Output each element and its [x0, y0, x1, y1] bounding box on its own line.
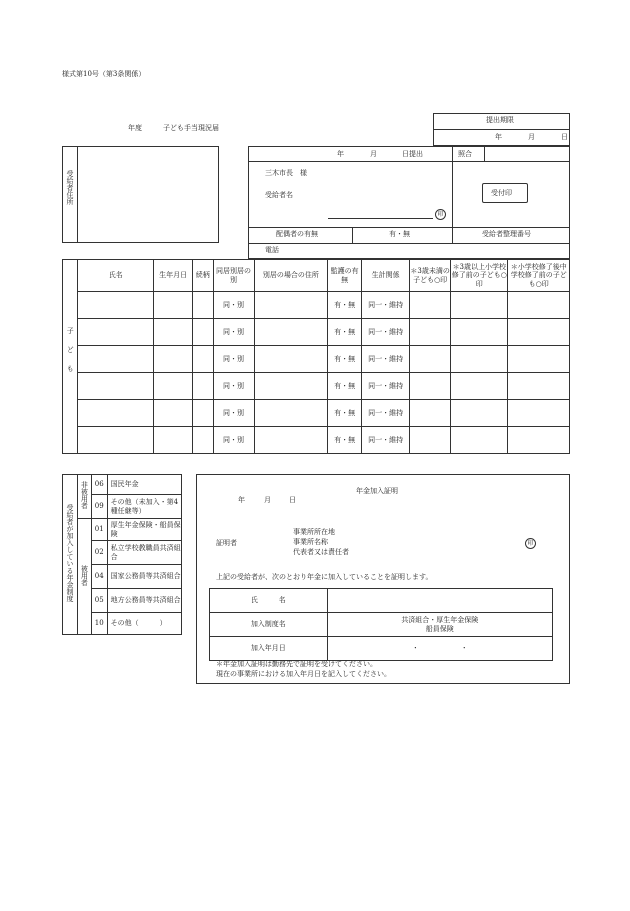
- child-after-elem-cell[interactable]: [508, 319, 570, 346]
- child-after-elem-cell[interactable]: [508, 346, 570, 373]
- child-over3-cell[interactable]: [451, 400, 508, 427]
- child-under3-cell[interactable]: [410, 346, 451, 373]
- child-birth-cell[interactable]: [154, 292, 193, 319]
- seal-icon: 印: [525, 538, 536, 549]
- child-relation-cell[interactable]: [193, 292, 213, 319]
- child-under3-cell[interactable]: [410, 319, 451, 346]
- representative-label: 代表者又は責任者: [293, 548, 349, 556]
- pension-name: 国家公務員等共済組合: [107, 565, 181, 589]
- table-row: [63, 427, 570, 454]
- child-livelihood-cell[interactable]: 同一・維持: [362, 427, 410, 454]
- pension-code[interactable]: 04: [91, 565, 107, 589]
- office-name-label: 事業所名称: [293, 538, 328, 546]
- child-relation-cell[interactable]: [193, 427, 213, 454]
- pension-code[interactable]: 01: [91, 519, 107, 541]
- child-over3-cell[interactable]: [451, 373, 508, 400]
- certificate-statement: 上記の受給者が、次のとおり年金に加入していることを証明します。: [216, 573, 433, 581]
- child-under3-cell[interactable]: [410, 400, 451, 427]
- child-birth-cell[interactable]: [154, 373, 193, 400]
- child-living-cell[interactable]: 同・別: [213, 292, 254, 319]
- pension-code[interactable]: 10: [91, 613, 107, 635]
- pension-code[interactable]: 02: [91, 541, 107, 565]
- child-living-cell[interactable]: 同・別: [213, 427, 254, 454]
- child-over3-cell[interactable]: [451, 292, 508, 319]
- child-after-elem-cell[interactable]: [508, 373, 570, 400]
- child-name-cell[interactable]: [78, 427, 154, 454]
- addressee: 三木市長 様: [265, 169, 307, 177]
- child-under3-cell[interactable]: [410, 373, 451, 400]
- cert-system-label: 加入制度名: [210, 613, 328, 637]
- verification-label: 照合: [458, 150, 472, 158]
- child-birth-cell[interactable]: [154, 427, 193, 454]
- submit-month: 月: [370, 150, 377, 158]
- pension-name: その他（未加入・第4種任継等）: [107, 495, 181, 519]
- child-custody-cell[interactable]: 有・無: [328, 373, 362, 400]
- col-living: 同居別居の別: [213, 260, 254, 292]
- pension-code[interactable]: 05: [91, 589, 107, 613]
- child-under3-cell[interactable]: [410, 427, 451, 454]
- child-relation-cell[interactable]: [193, 400, 213, 427]
- col-under3: ＊3歳未満の子ども○印: [410, 260, 451, 292]
- recipient-number-label: 受給者整理番号: [482, 230, 531, 238]
- deadline-month: 月: [528, 133, 535, 141]
- col-livelihood: 生計関係: [362, 260, 410, 292]
- child-after-elem-cell[interactable]: [508, 427, 570, 454]
- cert-day: 日: [289, 496, 296, 504]
- office-address-label: 事業所所在地: [293, 528, 335, 536]
- recipient-address-label: 受給者住所: [66, 170, 74, 205]
- form-title: 子ども手当現況届: [163, 124, 219, 132]
- deadline-day: 日: [561, 133, 568, 141]
- child-custody-cell[interactable]: 有・無: [328, 400, 362, 427]
- child-address-cell[interactable]: [254, 319, 328, 346]
- child-name-cell[interactable]: [78, 292, 154, 319]
- child-address-cell[interactable]: [254, 400, 328, 427]
- pension-code[interactable]: 09: [91, 495, 107, 519]
- child-over3-cell[interactable]: [451, 319, 508, 346]
- cert-system-value-2: 船員保険: [425, 624, 454, 633]
- child-name-cell[interactable]: [78, 319, 154, 346]
- child-custody-cell[interactable]: 有・無: [328, 319, 362, 346]
- child-birth-cell[interactable]: [154, 346, 193, 373]
- child-relation-cell[interactable]: [193, 373, 213, 400]
- recipient-address-box[interactable]: [62, 146, 219, 243]
- pension-table: [62, 474, 182, 635]
- cert-year: 年: [238, 496, 245, 504]
- child-birth-cell[interactable]: [154, 319, 193, 346]
- cert-name-label: 氏 名: [210, 589, 328, 613]
- col-name: 氏名: [78, 260, 154, 292]
- child-address-cell[interactable]: [254, 373, 328, 400]
- received-stamp-label: 受付印: [491, 189, 512, 197]
- col-separate-address: 別居の場合の住所: [254, 260, 328, 292]
- child-address-cell[interactable]: [254, 427, 328, 454]
- spouse-value[interactable]: 有・無: [389, 230, 410, 238]
- pension-name: 厚生年金保険・船員保険: [107, 519, 181, 541]
- pension-name: 地方公務員等共済組合: [107, 589, 181, 613]
- child-address-cell[interactable]: [254, 346, 328, 373]
- child-custody-cell[interactable]: 有・無: [328, 292, 362, 319]
- non-insured-label: 非被用者: [77, 475, 91, 519]
- pension-side-label: 受給者が加入している年金制度: [63, 475, 78, 635]
- child-under3-cell[interactable]: [410, 292, 451, 319]
- child-relation-cell[interactable]: [193, 346, 213, 373]
- cert-system-field[interactable]: [327, 613, 552, 637]
- pension-code[interactable]: 06: [91, 475, 107, 495]
- pension-name: 国民年金: [107, 475, 181, 495]
- certifier-label: 証明者: [216, 539, 237, 547]
- child-after-elem-cell[interactable]: [508, 400, 570, 427]
- children-side-label: 子ども: [63, 260, 78, 454]
- col-birth: 生年月日: [154, 260, 193, 292]
- recipient-name-label: 受給者名: [265, 191, 293, 199]
- table-row: [63, 346, 570, 373]
- child-livelihood-cell[interactable]: 同一・維持: [362, 292, 410, 319]
- col-over3: ＊3歳以上小学校修了前の子ども○印: [451, 260, 508, 292]
- submit-year: 年: [337, 150, 344, 158]
- child-over3-cell[interactable]: [451, 427, 508, 454]
- certificate-table: [209, 588, 553, 661]
- certificate-note-1: ＊年金加入証明は勤務先で証明を受けてください。: [216, 660, 377, 668]
- cert-month: 月: [264, 496, 271, 504]
- child-livelihood-cell[interactable]: 同一・維持: [362, 373, 410, 400]
- cert-system-value-1: 共済組合・厚生年金保険: [401, 616, 479, 625]
- form-id: 様式第10号（第3条関係）: [62, 70, 146, 78]
- table-row: [63, 292, 570, 319]
- table-row: [63, 319, 570, 346]
- child-over3-cell[interactable]: [451, 346, 508, 373]
- deadline-year: 年: [495, 133, 502, 141]
- insured-label: 被用者: [77, 519, 91, 635]
- child-relation-cell[interactable]: [193, 319, 213, 346]
- cert-date-field[interactable]: ・ ・: [327, 637, 552, 661]
- cert-date-label: 加入年月日: [210, 637, 328, 661]
- child-address-cell[interactable]: [254, 292, 328, 319]
- col-after-elementary: ＊小学校修了後中学校修了前の子ども○印: [508, 260, 570, 292]
- child-living-cell[interactable]: 同・別: [213, 346, 254, 373]
- child-name-cell[interactable]: [78, 400, 154, 427]
- child-living-cell[interactable]: 同・別: [213, 373, 254, 400]
- col-relation: 続柄: [193, 260, 213, 292]
- pension-name: その他（ ）: [107, 613, 181, 635]
- certificate-title: 年金加入証明: [356, 487, 398, 495]
- col-custody: 監護の有無: [328, 260, 362, 292]
- phone-label: 電話: [265, 246, 279, 254]
- child-living-cell[interactable]: 同・別: [213, 400, 254, 427]
- children-table: [62, 259, 570, 454]
- table-row: [63, 373, 570, 400]
- child-birth-cell[interactable]: [154, 400, 193, 427]
- title-year-label: 年度: [128, 124, 142, 132]
- pension-name: 私立学校教職員共済組合: [107, 541, 181, 565]
- table-row: [63, 400, 570, 427]
- submit-day: 日提出: [402, 150, 423, 158]
- child-name-cell[interactable]: [78, 346, 154, 373]
- seal-icon: 印: [435, 209, 446, 220]
- child-custody-cell[interactable]: 有・無: [328, 427, 362, 454]
- child-livelihood-cell[interactable]: 同一・維持: [362, 319, 410, 346]
- child-name-cell[interactable]: [78, 373, 154, 400]
- child-livelihood-cell[interactable]: 同一・維持: [362, 346, 410, 373]
- deadline-label: 提出期限: [486, 116, 514, 124]
- child-after-elem-cell[interactable]: [508, 292, 570, 319]
- cert-name-field[interactable]: [327, 589, 552, 613]
- certificate-note-2: 現在の事業所における加入年月日を記入してください。: [216, 670, 391, 678]
- spouse-label: 配偶者の有無: [276, 230, 318, 238]
- child-custody-cell[interactable]: 有・無: [328, 346, 362, 373]
- child-living-cell[interactable]: 同・別: [213, 319, 254, 346]
- child-livelihood-cell[interactable]: 同一・維持: [362, 400, 410, 427]
